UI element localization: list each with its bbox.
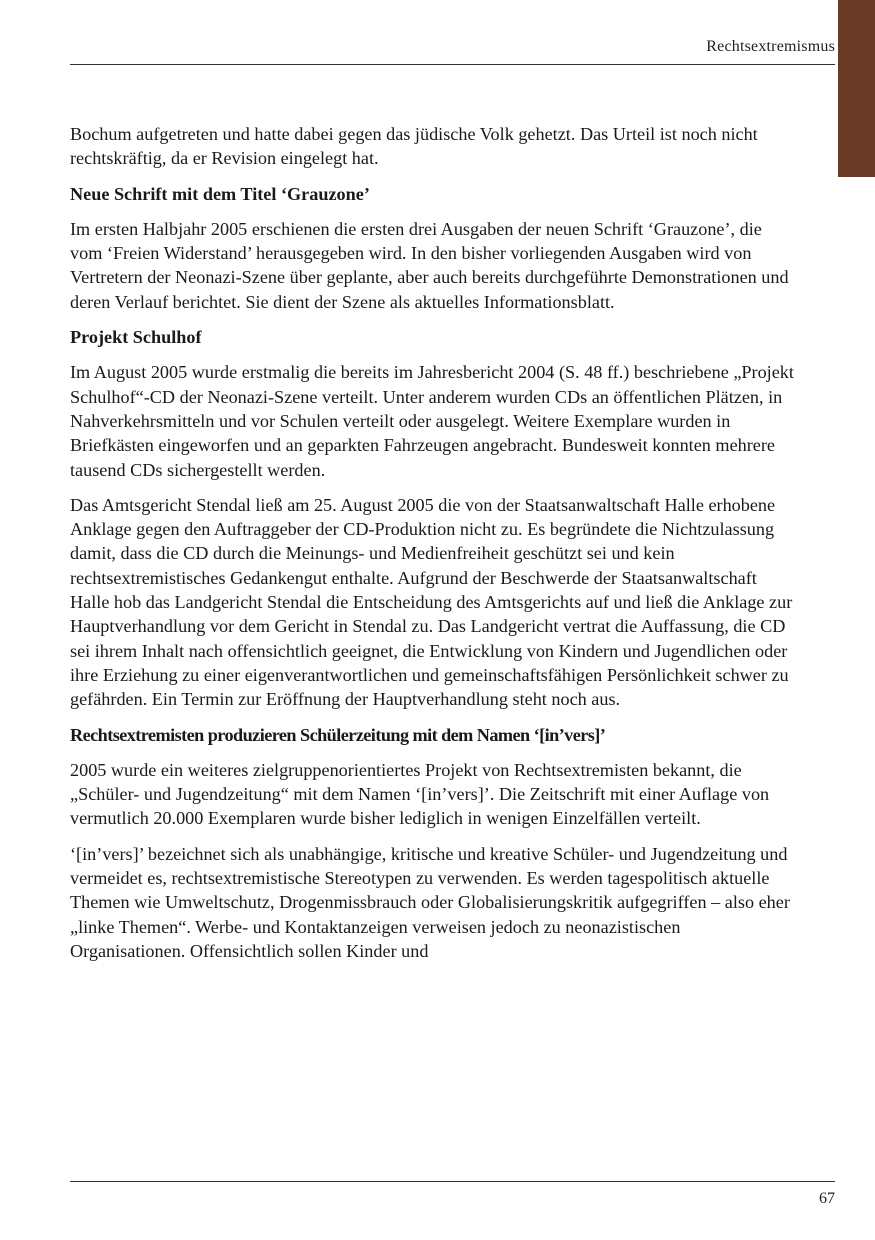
page-body: [70, 122, 835, 963]
paragraph-schulhof-1: Im August 2005 wurde erstmalig die bereits im Jahresbericht 2004 (S. 48 ff.) beschriebene „Projekt Schulhof“-CD der Neonazi-Szene verteilt. Unter anderem wurden CDs an öffentlichen Plätzen, in Nahverkehrsmitteln und vor Schulen verteilt oder ausgelegt. Weitere Exemplare wurden in Briefkästen eingeworfen und an geparkten Fahrzeugen angebracht. Bundesweit konnten mehrere tausend CDs sichergestellt werden.: [70, 362, 794, 480]
paragraph-invers-1: 2005 wurde ein weiteres zielgruppenorientiertes Projekt von Rechtsextremisten bekannt, die „Schüler- und Jugendzeitung“ mit dem Namen ‘[in’vers]’. Die Zeitschrift mit einer Auflage von vermutlich 20.000 Exemplaren wurde bisher lediglich in wenigen Einzelfällen verteilt.: [70, 759, 770, 829]
running-header: Rechtsextremismus: [706, 38, 835, 55]
page-number: 67: [819, 1190, 835, 1207]
paragraph-invers-2: ‘[in’vers]’ bezeichnet sich als unabhängige, kritische und kreative Schüler- und Jugendzeitung und vermeidet es, rechtsextremistische Stereotypen zu verwenden. Es werden tagespolitisch aktuelle Themen wie Umweltschutz, Drogenmissbrauch oder Globalisierungskritik aufgegriffen – also eher „linke Themen“. Werbe- und Kontaktanzeigen verweisen jedoch zu neonazistischen Organisationen. Offensichtlich sollen Kinder und: [70, 843, 790, 961]
paragraph-grauzone: Im ersten Halbjahr 2005 erschienen die ersten drei Ausgaben der neuen Schrift ‘Grauzone’, die vom ‘Freien Widerstand’ herausgegeben wird. In den bisher vorliegenden Ausgaben wird von Vertretern der Neonazi-Szene über geplante, aber auch bereits durchgeführte Demonstrationen und deren Verlauf berichtet. Sie dient der Szene als aktuelles Informationsblatt.: [70, 218, 789, 312]
footer-rule: [70, 1181, 835, 1182]
header-rule: [70, 64, 835, 65]
chapter-tab-marker: [838, 0, 875, 177]
heading-projekt-schulhof: Projekt Schulhof: [70, 327, 202, 348]
paragraph-continuation: Bochum aufgetreten und hatte dabei gegen das jüdische Volk gehetzt. Das Urteil ist noch nicht rechtskräftig, da er Revision eingelegt hat.: [70, 124, 758, 169]
heading-schuelerzeitung: Rechtsextremisten produzieren Schülerzeitung mit dem Namen ‘[in’vers]’: [70, 724, 606, 745]
paragraph-schulhof-2: Das Amtsgericht Stendal ließ am 25. August 2005 die von der Staatsanwaltschaft Halle erhobene Anklage gegen den Auftraggeber der CD-Produktion nicht zu. Es begründete die Nichtzulassung damit, dass die CD durch die Meinungs- und Medienfreiheit geschützt sei und kein rechtsextremistisches Gedankengut enthalte. Aufgrund der Beschwerde der Staatsanwaltschaft Halle hob das Landgericht Stendal die Entscheidung des Amtsgerichts auf und ließ die Anklage zur Hauptverhandlung vor dem Gericht in Stendal zu. Das Landgericht vertrat die Auffassung, die CD sei ihrem Inhalt nach offensichtlich geeignet, die Entwicklung von Kindern und Jugendlichen oder ihre Erziehung zu einer eigenverantwortlichen und gemeinschaftsfähigen Persönlichkeit schwer zu gefährden. Ein Termin zur Eröffnung der Hauptverhandlung steht noch aus.: [70, 494, 793, 710]
heading-grauzone: Neue Schrift mit dem Titel ‘Grauzone’: [70, 183, 370, 204]
